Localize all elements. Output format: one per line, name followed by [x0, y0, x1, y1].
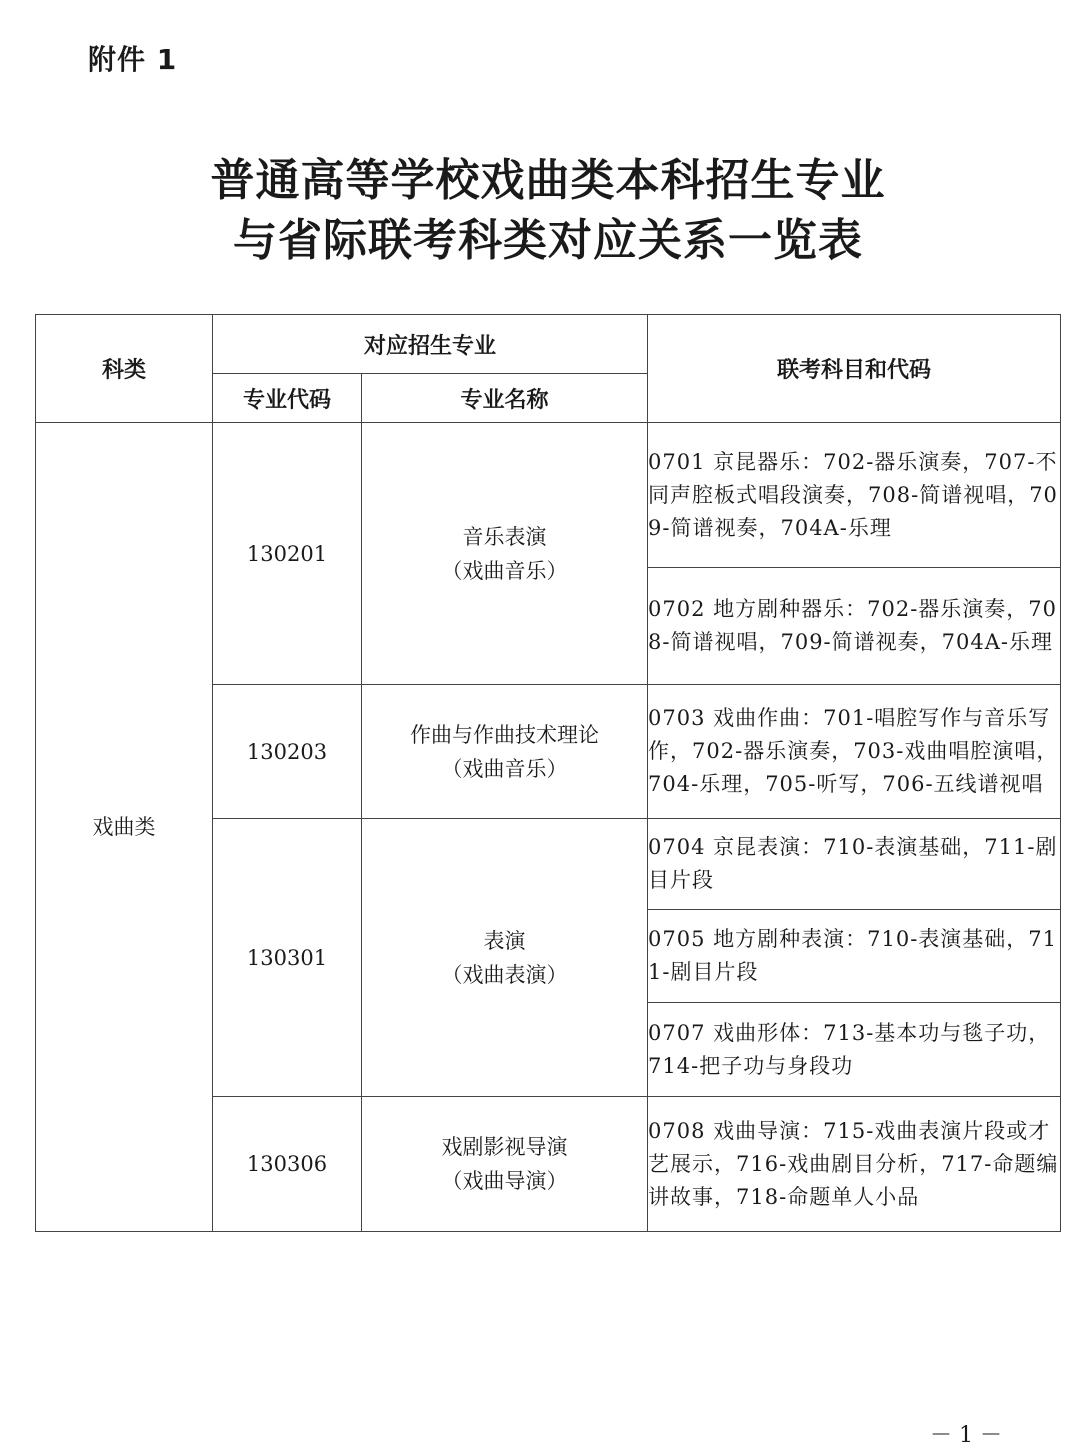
major-name-cell — [362, 685, 648, 819]
exam-subject-cell: 0705 地方剧种表演：710-表演基础，711-剧目片段 — [648, 910, 1061, 1003]
header-major-group: 对应招生专业 — [213, 315, 648, 374]
category-cell: 戏曲类 — [36, 423, 213, 1232]
attachment-label: 附件 1 — [88, 43, 178, 76]
major-name: 戏剧影视导演 — [441, 1135, 568, 1159]
exam-subject-cell: 0708 戏曲导演：715-戏曲表演片段或才艺展示，716-戏曲剧目分析，717-命题编讲故事，718-命题单人小品 — [648, 1097, 1061, 1232]
header-major-code: 专业代码 — [213, 374, 362, 423]
header-exam-subjects: 联考科目和代码 — [648, 315, 1061, 423]
header-category: 科类 — [36, 315, 213, 423]
major-code-cell: 130306 — [213, 1097, 362, 1232]
major-name-cell — [362, 423, 648, 685]
header-major-name: 专业名称 — [362, 374, 648, 423]
exam-subject-cell: 0704 京昆表演：710-表演基础，711-剧目片段 — [648, 819, 1061, 910]
major-name: 作曲与作曲技术理论 — [410, 722, 599, 747]
exam-subject-cell: 0701 京昆器乐：702-器乐演奏，707-不同声腔板式唱段演奏，708-简谱视唱，709-简谱视奏，704A-乐理 — [648, 423, 1061, 568]
major-code-cell: 130203 — [213, 685, 362, 819]
major-direction: （戏曲导演） — [441, 1169, 568, 1193]
major-name: 表演 — [483, 928, 526, 953]
exam-subject-cell: 0702 地方剧种器乐：702-器乐演奏，708-简谱视唱，709-简谱视奏，704A-乐理 — [648, 568, 1061, 685]
major-code-cell: 130301 — [213, 819, 362, 1097]
major-name-cell — [362, 1097, 648, 1232]
document-title-line-2: 与省际联考科类对应关系一览表 — [233, 215, 863, 266]
page-number: － 1 － — [930, 1423, 1002, 1448]
major-direction: （戏曲表演） — [441, 962, 568, 987]
major-name-cell — [362, 819, 648, 1097]
major-direction: （戏曲音乐） — [441, 756, 568, 781]
exam-subject-cell: 0707 戏曲形体：713-基本功与毯子功，714-把子功与身段功 — [648, 1003, 1061, 1097]
document-title-line-1: 普通高等学校戏曲类本科招生专业 — [210, 155, 886, 206]
exam-subject-cell: 0703 戏曲作曲：701-唱腔写作与音乐写作，702-器乐演奏，703-戏曲唱腔演唱，704-乐理，705-听写，706-五线谱视唱 — [648, 685, 1061, 819]
major-name: 音乐表演 — [462, 524, 547, 549]
major-direction: （戏曲音乐） — [441, 558, 568, 583]
correspondence-table — [35, 314, 1061, 1232]
major-code-cell: 130201 — [213, 423, 362, 685]
